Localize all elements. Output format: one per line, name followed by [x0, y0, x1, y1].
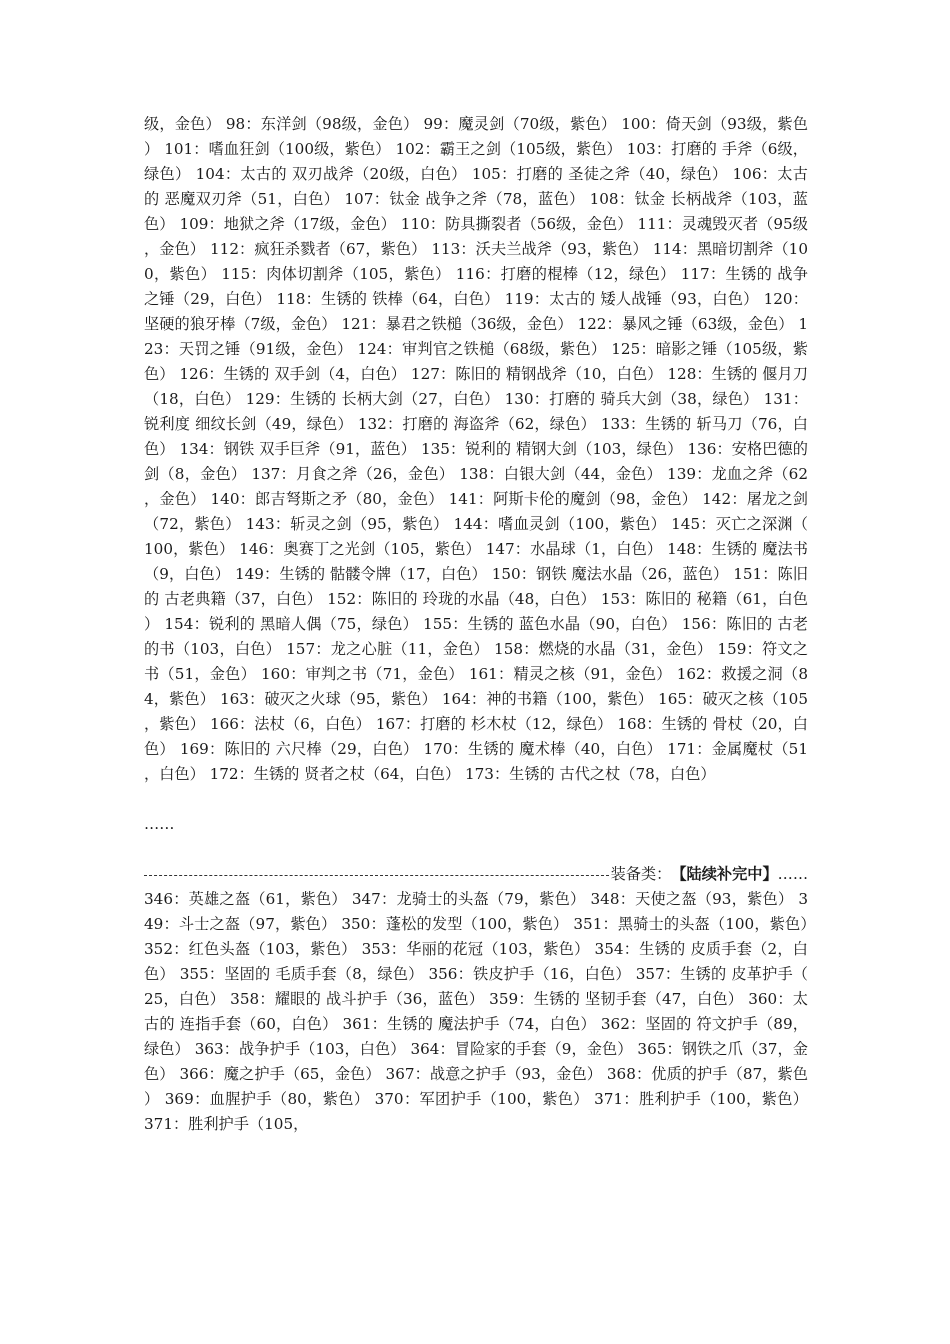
equipment-list-paragraph: 346：英雄之盔（61，紫色） 347：龙骑士的头盔（79，紫色） 348：天使之盔（93，紫色） 349：斗士之盔（97，紫色） 350：蓬松的发型（100，紫色） 351：黑骑士的头盔（100，紫色） 352：红色头盔（103，紫色） 353：华丽的花冠（103，紫色） 354：生锈的 皮质手套（2，白色） 355：坚固的 毛质手套（8，绿色） 356：铁皮护手（16，白色） 357：生锈的 皮革护手（25，白色） 358：耀眼的 战斗护手（36，蓝色） 359：生锈的 坚韧手套（47，白色） 360：太古的 连指手套（60，白色） 361：生锈的 魔法护手（74，白色） 362：坚固的 符文护手（89，绿色） 363：战争护手（103，白色） 364：冒险家的手套（9，金色） 365：钢铁之爪（37，金色） 366：魔之护手（65，金色） 367：战意之护手（93，金色） 368：优质的护手（87，紫色） 369：血腥护手（80，紫色） 370：军团护手（100，紫色） 371：胜利护手（100，紫色） 371：胜利护手（105， [144, 890, 808, 1133]
equipment-section-title: 装备类： [610, 865, 672, 883]
equipment-section-ellipsis: …… [777, 865, 808, 883]
section-ellipsis: …… [144, 815, 175, 833]
equipment-section-note: 【陆续补完中】 [671, 865, 778, 883]
dashed-rule [144, 875, 609, 876]
document-page [144, 112, 808, 1137]
weapons-list-paragraph: 级，金色） 98：东洋剑（98级，金色） 99：魔灵剑（70级，紫色） 100：倚天剑（93级，紫色） 101：嗜血狂剑（100级，紫色） 102：霸王之剑（105级，紫色） 103：打磨的 手斧（6级，绿色） 104：太古的 双刃战斧（20级，白色） 105：打磨的 圣徒之斧（40，绿色） 106：太古的 恶魔双刃斧（51，白色） 107：钛金 战争之斧（78，蓝色） 108：钛金 长柄战斧（103，蓝色） 109：地狱之斧（17级，金色） 110：防具撕裂者（56级，金色） 111：灵魂毁灭者（95级，金色） 112：疯狂杀戮者（67，紫色） 113：沃夫兰战斧（93，紫色） 114：黑暗切割斧（100，紫色） 115：肉体切割斧（105，紫色） 116：打磨的棍棒（12，绿色） 117：生锈的 战争之锤（29，白色） 118：生锈的 铁棒（64，白色） 119：太古的 矮人战锤（93，白色） 120：坚硬的狼牙棒（7级，金色） 121：暴君之铁槌（36级，金色） 122：暴风之锤（63级，金色） 123：天罚之锤（91级，金色） 124：审判官之铁槌（68级，紫色） 125：暗影之锤（105级，紫色） 126：生锈的 双手剑（4，白色） 127：陈旧的 精钢战斧（10，白色） 128：生锈的 偃月刀（18，白色） 129：生锈的 长柄大剑（27，白色） 130：打磨的 骑兵大剑（38，绿色） 131：锐利度 细纹长剑（49，绿色） 132：打磨的 海盗斧（62，绿色） 133：生锈的 斩马刀（76，白色） 134：钢铁 双手巨斧（91，蓝色） 135：锐利的 精钢大剑（103，绿色） 136：安格巴德的剑（8，金色） 137：月食之斧（26，金色） 138：白银大剑（44，金色） 139：龙血之斧（62，金色） 140：郎吉弩斯之矛（80，金色） 141：阿斯卡伦的魔剑（98，金色） 142：屠龙之剑（72，紫色） 143：斩灵之剑（95，紫色） 144：嗜血灵剑（100，紫色） 145：灭亡之深渊（100，紫色） 146：奥赛丁之光剑（105，紫色） 147：水晶球（1，白色） 148：生锈的 魔法书（9，白色） 149：生锈的 骷髅令牌（17，白色） 150：钢铁 魔法水晶（26，蓝色） 151：陈旧的 古老典籍（37，白色） 152：陈旧的 玲珑的水晶（48，白色） 153：陈旧的 秘籍（61，白色） 154：锐利的 黑暗人偶（75，绿色） 155：生锈的 蓝色水晶（90，白色） 156：陈旧的 古老的书（103，白色） 157：龙之心脏（11，金色） 158：燃烧的水晶（31，金色） 159：符文之书（51，金色） 160：审判之书（71，金色） 161：精灵之核（91，金色） 162：救援之洞（84，紫色） 163：破灭之火球（95，紫色） 164：神的书籍（100，紫色） 165：破灭之核（105，紫色） 166：法杖（6，白色） 167：打磨的 杉木杖（12，绿色） 168：生锈的 骨杖（20，白色） 169：陈旧的 六尺棒（29，白色） 170：生锈的 魔术棒（40，白色） 171：金属魔杖（51，白色） 172：生锈的 贤者之杖（64，白色） 173：生锈的 古代之杖（78，白色） [144, 115, 808, 783]
equipment-section-divider [144, 862, 808, 887]
